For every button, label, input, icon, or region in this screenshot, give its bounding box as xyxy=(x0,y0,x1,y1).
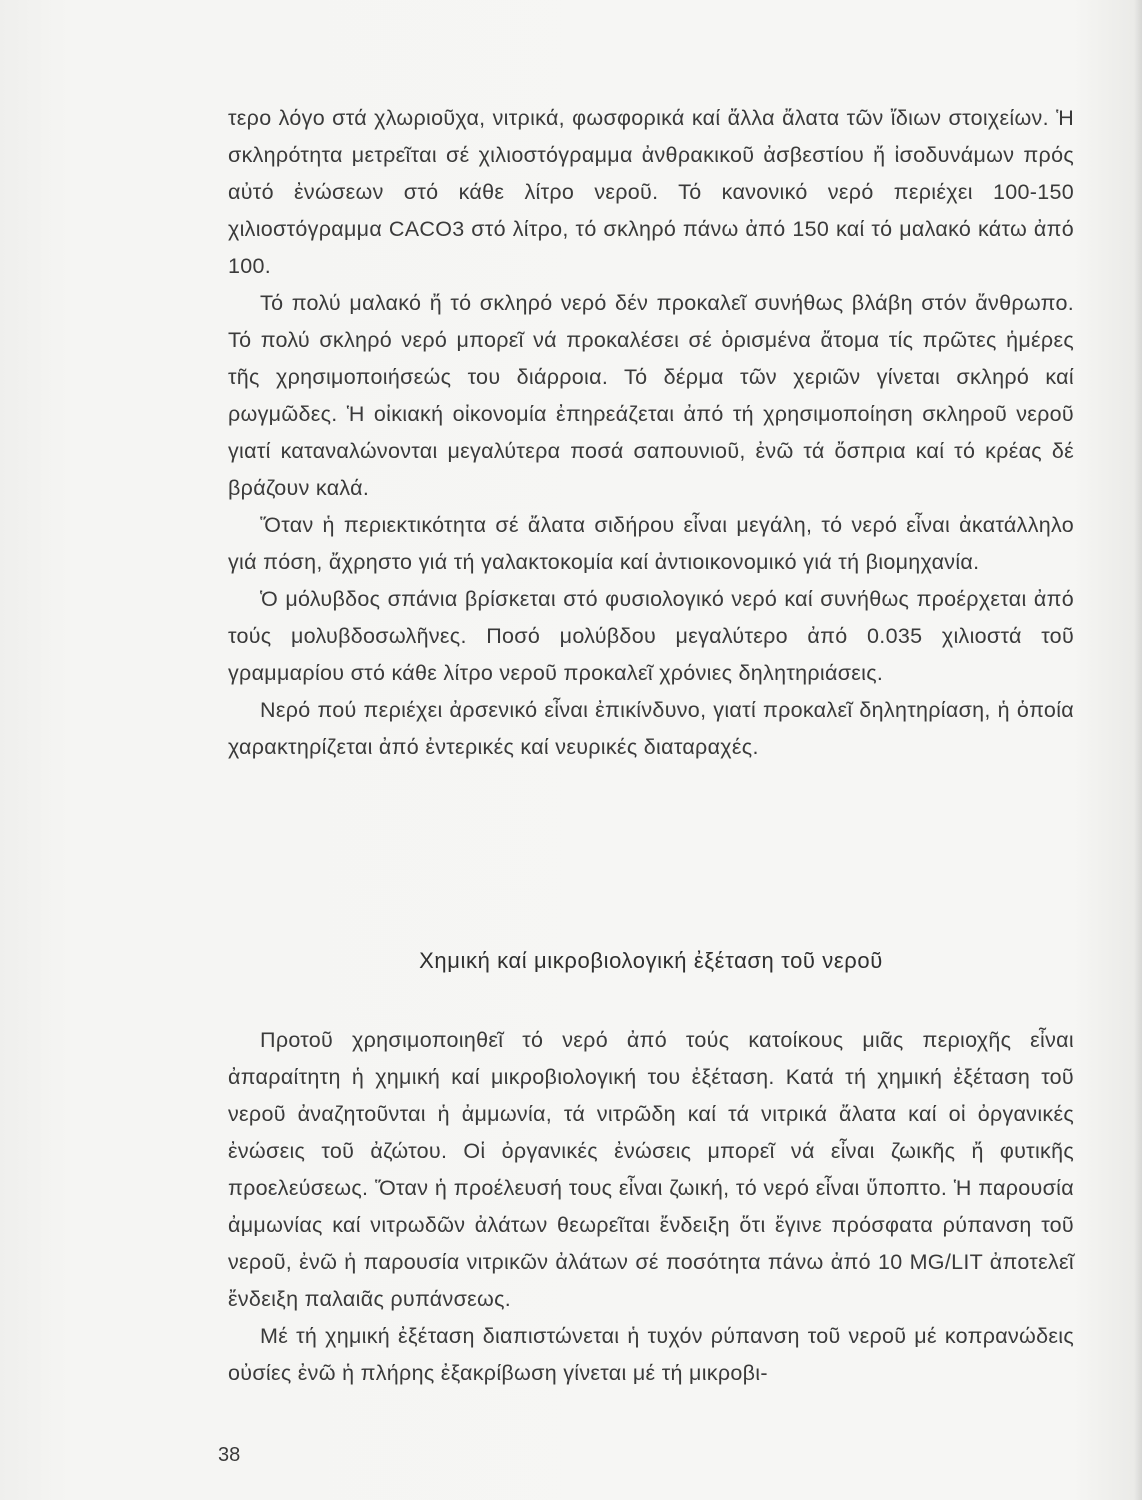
paragraph: Τό πολύ μαλακό ἤ τό σκληρό νερό δέν προκαλεῖ συνήθως βλάβη στόν ἄνθρωπο. Τό πολύ σκληρό νερό μπορεῖ νά προκαλέσει σέ ὁρισμένα ἄτομα τίς πρῶτες ἡμέρες τῆς χρησιμοποιήσεώς του διάρροια. Τό δέρμα τῶν χεριῶν γίνεται σκληρό καί ρωγμῶδες. Ἡ οἰκιακή οἰκονομία ἐπηρεάζεται ἀπό τή χρησιμοποίηση σκληροῦ νεροῦ γιατί καταναλώνονται μεγαλύτερα ποσά σαπουνιοῦ, ἐνῶ τά ὄσπρια καί τό κρέας δέ βράζουν καλά. xyxy=(228,291,1074,500)
paragraph: Ὁ μόλυβδος σπάνια βρίσκεται στό φυσιολογικό νερό καί συνήθως προέρχεται ἀπό τούς μολυβδοσωλῆνες. Ποσό μολύβδου μεγαλύτερο ἀπό 0.035 χιλιοστά τοῦ γραμμαρίου στό κάθε λίτρο νεροῦ προκαλεῖ χρόνιες δηλητηριάσεις. xyxy=(228,587,1074,685)
section-heading: Χημική καί μικροβιολογική ἐξέταση τοῦ νεροῦ xyxy=(419,948,883,973)
paragraph-continued: τερο λόγο στά χλωριοῦχα, νιτρικά, φωσφορικά καί ἄλλα ἄλατα τῶν ἴδιων στοιχείων. Ἡ σκληρότητα μετρεῖται σέ χιλιοστόγραμμα ἀνθρακικοῦ ἀσβεστίου ἤ ἰσοδυνάμων πρός αὐτό ἐνώσεων στό κάθε λίτρο νεροῦ. Τό κανονικό νερό περιέχει 100-150 χιλιοστόγραμμα CACO3 στό λίτρο, τό σκληρό πάνω ἀπό 150 καί τό μαλακό κάτω ἀπό 100. xyxy=(228,106,1074,278)
paragraph: Μέ τή χημική ἐξέταση διαπιστώνεται ἡ τυχόν ρύπανση τοῦ νεροῦ μέ κοπρανώδεις οὐσίες ἐνῶ ἡ πλήρης ἐξακρίβωση γίνεται μέ τή μικροβι- xyxy=(228,1324,1074,1385)
scan-edge-shadow xyxy=(1134,0,1142,1500)
body-text-section-1 xyxy=(228,100,1074,766)
body-text-section-2 xyxy=(228,1022,1074,1392)
page-number: 38 xyxy=(218,1444,241,1466)
paragraph: Ὅταν ἡ περιεκτικότητα σέ ἄλατα σιδήρου εἶναι μεγάλη, τό νερό εἶναι ἀκατάλληλο γιά πόση, ἄχρηστο γιά τή γαλακτοκομία καί ἀντιοικονομικό γιά τή βιομηχανία. xyxy=(228,513,1074,574)
paragraph: Νερό πού περιέχει ἀρσενικό εἶναι ἐπικίνδυνο, γιατί προκαλεῖ δηλητηρίαση, ἡ ὁποία χαρακτηρίζεται ἀπό ἐντερικές καί νευρικές διαταραχές. xyxy=(228,698,1074,759)
paragraph: Προτοῦ χρησιμοποιηθεῖ τό νερό ἀπό τούς κατοίκους μιᾶς περιοχῆς εἶναι ἀπαραίτητη ἡ χημική καί μικροβιολογική του ἐξέταση. Κατά τή χημική ἐξέταση τοῦ νεροῦ ἀναζητοῦνται ἡ ἀμμωνία, τά νιτρῶδη καί τά νιτρικά ἄλατα καί οἱ ὀργανικές ἐνώσεις τοῦ ἀζώτου. Οἱ ὀργανικές ἐνώσεις μπορεῖ νά εἶναι ζωικῆς ἤ φυτικῆς προελεύσεως. Ὅταν ἡ προέλευσή τους εἶναι ζωική, τό νερό εἶναι ὕποπτο. Ἡ παρουσία ἀμμωνίας καί νιτρωδῶν ἀλάτων θεωρεῖται ἔνδειξη ὅτι ἔγινε πρόσφατα ρύπανση τοῦ νεροῦ, ἐνῶ ἡ παρουσία νιτρικῶν ἀλάτων σέ ποσότητα πάνω ἀπό 10 MG/LIT ἀποτελεῖ ἔνδειξη παλαιᾶς ρυπάνσεως. xyxy=(228,1028,1074,1311)
